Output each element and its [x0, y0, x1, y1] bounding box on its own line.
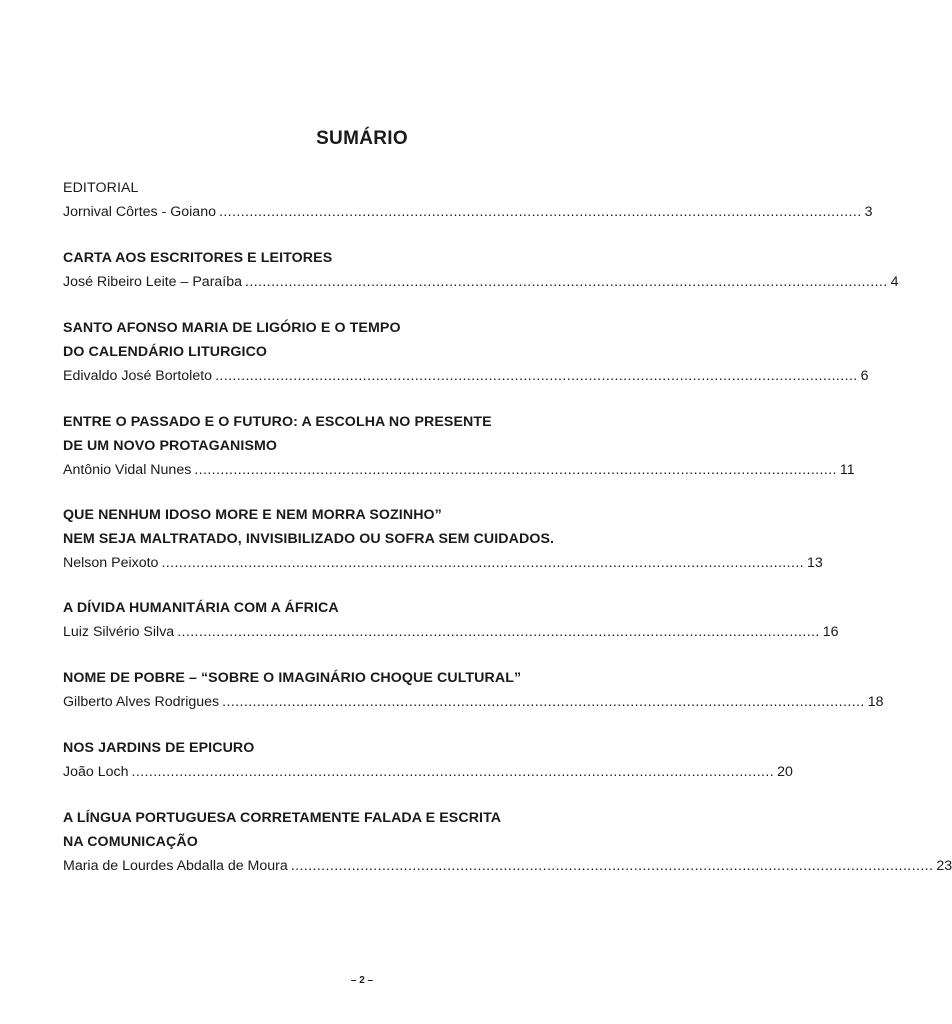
- entry-author: Antônio Vidal Nunes: [63, 462, 192, 478]
- entry-page-number: 6: [860, 368, 869, 384]
- entry-heading: CARTA AOS ESCRITORES E LEITORES: [63, 250, 333, 266]
- entry-heading: QUE NENHUM IDOSO MORE E NEM MORRA SOZINHO”: [63, 507, 442, 523]
- entry-author-line: [63, 690, 884, 714]
- entry-heading: SANTO AFONSO MARIA DE LIGÓRIO E O TEMPO: [63, 320, 401, 336]
- entry-heading: A DÍVIDA HUMANITÁRIA COM A ÁFRICA: [63, 600, 339, 616]
- dot-leader: ....................................................................................................................................................: [161, 555, 805, 571]
- dot-leader: ....................................................................................................................................................: [245, 274, 888, 290]
- entry-author-line: [63, 551, 823, 575]
- toc-entry: [63, 666, 884, 714]
- entry-heading: NOME DE POBRE – “SOBRE O IMAGINÁRIO CHOQUE CULTURAL”: [63, 670, 522, 686]
- dot-leader: ....................................................................................................................................................: [194, 462, 837, 478]
- entry-author: João Loch: [63, 764, 129, 780]
- entry-author-line: [63, 364, 869, 388]
- entry-author: Jornival Côrtes - Goiano: [63, 204, 216, 220]
- entry-heading: A LÍNGUA PORTUGUESA CORRETAMENTE FALADA E ESCRITA: [63, 810, 502, 826]
- entry-page-number: 20: [777, 764, 793, 780]
- entry-heading: EDITORIAL: [63, 180, 139, 196]
- dot-leader: ....................................................................................................................................................: [177, 624, 820, 640]
- entry-page-number: 11: [839, 462, 855, 478]
- entry-author: Nelson Peixoto: [63, 555, 159, 571]
- entry-page-number: 18: [867, 694, 884, 710]
- page-title: SUMÁRIO: [316, 128, 408, 149]
- entry-author-line: [63, 270, 899, 294]
- entry-author: Gilberto Alves Rodrigues: [63, 694, 220, 710]
- toc-entry: [63, 316, 869, 388]
- entry-heading-continued: NA COMUNICAÇÃO: [63, 834, 198, 850]
- dot-leader: ....................................................................................................................................................: [131, 764, 775, 780]
- entry-heading: ENTRE O PASSADO E O FUTURO: A ESCOLHA NO PRESENTE: [63, 414, 492, 430]
- entry-author-line: [63, 200, 873, 224]
- entry-author: José Ribeiro Leite – Paraíba: [63, 274, 243, 290]
- entry-page-number: 4: [890, 274, 899, 290]
- page-number-footer: – 2 –: [350, 975, 374, 986]
- entry-author: Edivaldo José Bortoleto: [63, 368, 213, 384]
- toc-entry: [63, 503, 823, 575]
- toc-entry: [63, 246, 899, 294]
- entry-author-line: [63, 458, 855, 482]
- entry-author: Luiz Silvério Silva: [63, 624, 175, 640]
- dot-leader: ....................................................................................................................................................: [222, 694, 865, 710]
- entry-author: Maria de Lourdes Abdalla de Moura: [63, 858, 288, 874]
- toc-entry: [63, 596, 839, 644]
- toc-entry: [63, 736, 793, 784]
- toc-entry: [63, 806, 952, 878]
- toc-entry: [63, 410, 855, 482]
- entry-page-number: 13: [807, 555, 823, 571]
- entry-author-line: [63, 760, 793, 784]
- entry-heading: NOS JARDINS DE EPICURO: [63, 740, 255, 756]
- entry-author-line: [63, 620, 839, 644]
- entry-heading-continued: DE UM NOVO PROTAGANISMO: [63, 438, 278, 454]
- entry-heading-continued: NEM SEJA MALTRATADO, INVISIBILIZADO OU SOFRA SEM CUIDADOS.: [63, 531, 555, 547]
- dot-leader: ....................................................................................................................................................: [218, 204, 862, 220]
- entry-page-number: 16: [822, 624, 839, 640]
- dot-leader: ....................................................................................................................................................: [215, 368, 858, 384]
- dot-leader: ....................................................................................................................................................: [290, 858, 934, 874]
- entry-page-number: 23: [936, 858, 952, 874]
- entry-page-number: 3: [864, 204, 873, 220]
- entry-heading-continued: DO CALENDÁRIO LITURGICO: [63, 344, 268, 360]
- toc-entry: [63, 176, 873, 224]
- entry-author-line: [63, 854, 952, 878]
